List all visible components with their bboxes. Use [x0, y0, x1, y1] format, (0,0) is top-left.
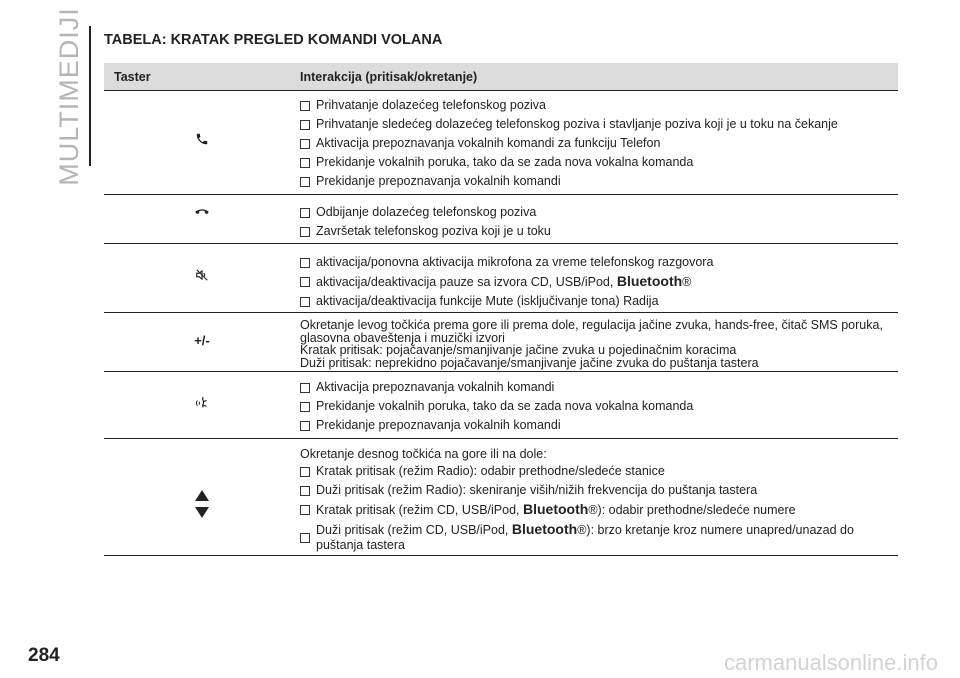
list-item: Aktivacija prepoznavanja vokalnih komandi za funkciju Telefon [300, 136, 898, 151]
table-row [104, 372, 898, 439]
table-row [104, 195, 898, 244]
volume-key-label: +/- [194, 333, 210, 348]
side-rule [89, 26, 91, 166]
header-action: Interakcija (pritisak/okretanje) [300, 69, 478, 84]
list-item: aktivacija/ponovna aktivacija mikrofona za vreme telefonskog razgovora [300, 255, 898, 270]
bluetooth-word: Bluetooth [616, 273, 683, 289]
list-item: Aktivacija prepoznavanja vokalnih komandi [300, 380, 898, 395]
checkbox-bullet [300, 533, 310, 543]
section-side-label: MULTIMEDIJI [53, 6, 84, 186]
table-title: TABELA: KRATAK PREGLED KOMANDI VOLANA [104, 32, 443, 48]
list-item: Duži pritisak (režim CD, USB/iPod, Bluetooth®): brzo kretanje kroz numere unapred/unazad do puštanja tastera [300, 522, 898, 553]
checkbox-bullet [300, 208, 310, 218]
checkbox-bullet [300, 505, 310, 515]
table-row [104, 439, 898, 556]
list-item: Kratak pritisak (režim CD, USB/iPod, Bluetooth®): odabir prethodne/sledeće numere [300, 502, 898, 518]
list-item: Odbijanje dolazećeg telefonskog poziva [300, 205, 898, 220]
row-actions [300, 313, 898, 371]
table-row [104, 313, 898, 372]
phone-hangup-icon [194, 207, 210, 243]
row-key [104, 91, 300, 194]
row-key [104, 372, 300, 438]
checkbox-bullet [300, 158, 310, 168]
paragraph: Duži pritisak: neprekidno pojačavanje/smanjivanje jačine zvuka do puštanja tastera [300, 355, 759, 370]
list-item: Prekidanje vokalnih poruka, tako da se zada nova vokalna komanda [300, 155, 898, 170]
checkbox-bullet [300, 486, 310, 496]
list-item: Prekidanje prepoznavanja vokalnih komandi [300, 174, 898, 189]
paragraph: Kratak pritisak: pojačavanje/smanjivanje jačine zvuka u pojedinačnim koracima [300, 343, 737, 357]
checkbox-bullet [300, 101, 310, 111]
checkbox-bullet [300, 227, 310, 237]
list-item: Prihvatanje dolazećeg telefonskog poziva [300, 98, 898, 113]
list-item: Kratak pritisak (režim Radio): odabir prethodne/sledeće stanice [300, 464, 898, 479]
row-key [104, 439, 300, 555]
controls-table [104, 63, 898, 556]
list-item: Prekidanje vokalnih poruka, tako da se zada nova vokalna komanda [300, 399, 898, 414]
list-item: Završetak telefonskog poziva koji je u toku [300, 224, 898, 239]
row-key [104, 244, 300, 312]
bluetooth-word: Bluetooth [523, 501, 589, 517]
checkbox-bullet [300, 467, 310, 477]
row-actions [300, 91, 898, 194]
table-row [104, 91, 898, 195]
paragraph: Okretanje desnog točkića na gore ili na dole: [300, 447, 547, 461]
bluetooth-word: Bluetooth [511, 521, 578, 537]
checkbox-bullet [300, 297, 310, 307]
list-item: Prekidanje prepoznavanja vokalnih komandi [300, 418, 898, 433]
watermark: carmanualsonline.info [723, 650, 938, 675]
checkbox-bullet [300, 277, 310, 287]
list-item: aktivacija/deaktivacija pauze sa izvora CD, USB/iPod, Bluetooth® [300, 274, 898, 290]
up-down-arrows-icon [194, 489, 210, 555]
phone-answer-icon [195, 132, 209, 194]
checkbox-bullet [300, 258, 310, 268]
paragraph: Okretanje levog točkića prema gore ili prema dole, regulacija jačine zvuka, hands-free, čitač SMS poruka, glasovna obaveštenja i muzički izvori [300, 318, 883, 345]
checkbox-bullet [300, 120, 310, 130]
checkbox-bullet [300, 402, 310, 412]
row-actions [300, 195, 898, 243]
page-number: 284 [28, 645, 60, 666]
table-row [104, 244, 898, 313]
row-key [104, 195, 300, 243]
list-item: aktivacija/deaktivacija funkcije Mute (isključivanje tona) Radija [300, 294, 898, 309]
row-actions [300, 439, 898, 555]
row-actions [300, 244, 898, 312]
list-item: Duži pritisak (režim Radio): skeniranje viših/nižih frekvencija do puštanja tastera [300, 483, 898, 498]
checkbox-bullet [300, 383, 310, 393]
checkbox-bullet [300, 177, 310, 187]
voice-command-icon [195, 396, 209, 438]
table-header [104, 63, 898, 91]
header-key: Taster [114, 69, 151, 84]
mute-icon [195, 268, 209, 312]
checkbox-bullet [300, 421, 310, 431]
row-actions [300, 372, 898, 438]
checkbox-bullet [300, 139, 310, 149]
list-item: Prihvatanje sledećeg dolazećeg telefonskog poziva i stavljanje poziva koji je u toku na čekanje [300, 117, 898, 132]
row-key [104, 313, 300, 371]
